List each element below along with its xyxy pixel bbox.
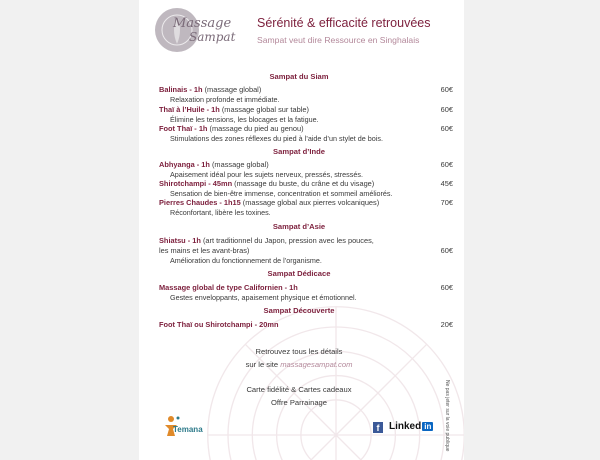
- item-price: 45€: [440, 179, 453, 188]
- item-description: Amélioration du fonctionnement de l’organisme.: [170, 256, 322, 265]
- item-note: (massage global aux pierres volcaniques): [240, 198, 380, 207]
- item-price: 60€: [440, 283, 453, 292]
- page-title: Sérénité & efficacité retrouvées: [257, 16, 431, 30]
- facebook-icon[interactable]: f: [373, 422, 383, 433]
- linkedin-word: Linked: [389, 421, 422, 432]
- menu-item: [159, 85, 261, 94]
- section-title-inde: Sampat d’Inde: [273, 147, 325, 156]
- loyalty-cards-line: Carte fidélité & Cartes cadeaux: [246, 385, 352, 394]
- item-price: 60€: [440, 160, 453, 169]
- vertical-legal-note: Ne pas jeter sur la voie publique: [444, 380, 450, 452]
- menu-item: [159, 236, 374, 245]
- item-name: Pierres Chaudes - 1h15: [159, 198, 241, 207]
- menu-item: [159, 124, 304, 133]
- item-price: 60€: [440, 246, 453, 255]
- item-price: 20€: [440, 320, 453, 329]
- item-name: Shiatsu - 1h: [159, 236, 201, 245]
- item-name: Balinais - 1h: [159, 85, 203, 94]
- brand-name-line2: Sampat: [189, 30, 236, 44]
- item-note: (massage du pied au genou): [207, 124, 304, 133]
- item-price: 70€: [440, 198, 453, 207]
- item-description: Apaisement idéal pour les sujets nerveux, pressés, stressés.: [170, 170, 363, 179]
- item-note: (art traditionnel du Japon, pression avec les pouces,: [200, 236, 374, 245]
- item-note: (massage du buste, du crâne et du visage): [232, 179, 375, 188]
- item-price: 60€: [440, 124, 453, 133]
- item-note: (massage global): [202, 85, 262, 94]
- partner-name: Temana: [173, 425, 203, 434]
- menu-item: [159, 283, 298, 292]
- item-note: (massage global sur table): [219, 105, 309, 114]
- item-name: Massage global de type Californien - 1h: [159, 283, 298, 292]
- item-description: Stimulations des zones réflexes du pied à l’aide d’un stylet de bois.: [170, 134, 383, 143]
- footer-site-prefix: sur le site: [245, 360, 281, 369]
- brand-logo: [153, 6, 243, 54]
- menu-item: [159, 198, 379, 207]
- footer-details-line: Retrouvez tous les détails: [255, 347, 343, 356]
- item-note-continued: les mains et les avant-bras): [159, 246, 250, 255]
- section-title-asie: Sampat d’Asie: [272, 222, 326, 231]
- menu-item: [159, 320, 279, 329]
- item-name: Abhyanga - 1h: [159, 160, 210, 169]
- footer-site-line: [199, 360, 399, 369]
- item-name: Foot Thaï - 1h: [159, 124, 208, 133]
- section-title-decouverte: Sampat Découverte: [263, 306, 335, 315]
- item-name: Thaï à l’Huile - 1h: [159, 105, 220, 114]
- referral-offer-line: Offre Parrainage: [270, 398, 327, 407]
- item-name: Shirotchampi - 45mn: [159, 179, 233, 188]
- brand-name-line1: Massage: [173, 16, 232, 31]
- item-description: Élimine les tensions, les blocages et la fatigue.: [170, 115, 319, 124]
- menu-item: [159, 160, 269, 169]
- item-description: Gestes enveloppants, apaisement physique et émotionnel.: [170, 293, 357, 302]
- item-description: Sensation de bien-être immense, concentration et sommeil améliorés.: [170, 189, 393, 198]
- item-price: 60€: [440, 105, 453, 114]
- website-link[interactable]: massagesampat.com: [280, 360, 353, 369]
- linkedin-icon: in: [424, 422, 432, 431]
- item-note: (massage global): [209, 160, 269, 169]
- item-name: Foot Thaï ou Shirotchampi - 20mn: [159, 320, 279, 329]
- menu-item: [159, 179, 374, 188]
- section-title-dedicace: Sampat Dédicace: [267, 269, 331, 278]
- partner-logo-temana: [159, 415, 211, 437]
- page-subtitle: Sampat veut dire Ressource en Singhalais: [257, 35, 420, 45]
- item-description: Réconfortant, libère les toxines.: [170, 208, 271, 217]
- section-title-siam: Sampat du Siam: [269, 72, 329, 81]
- menu-item: [159, 105, 309, 114]
- item-description: Relaxation profonde et immédiate.: [170, 95, 280, 104]
- menu-sheet: [139, 0, 464, 460]
- item-price: 60€: [440, 85, 453, 94]
- linkedin-logo[interactable]: [389, 421, 433, 432]
